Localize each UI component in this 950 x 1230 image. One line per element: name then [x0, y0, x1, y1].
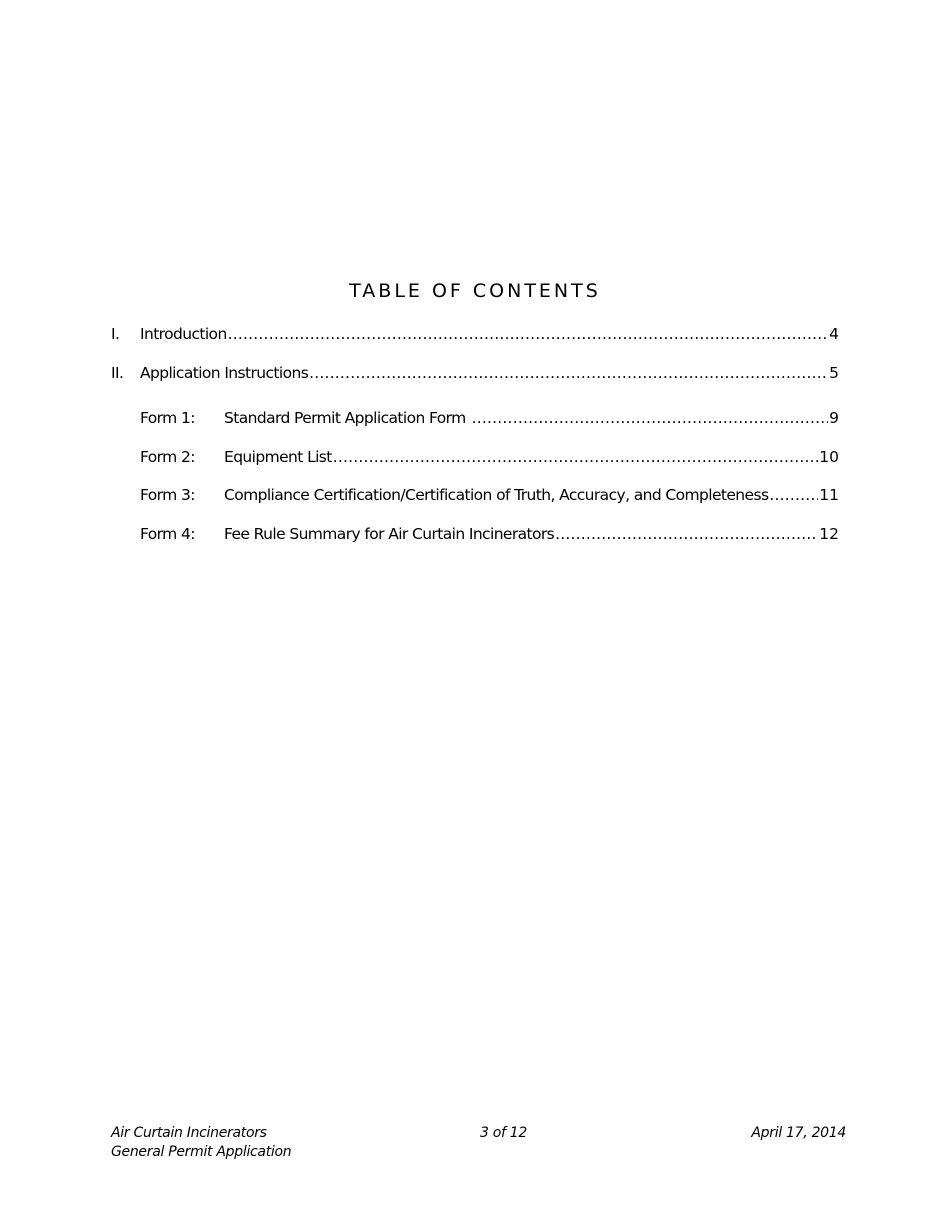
toc-dot-leader: [333, 448, 819, 466]
toc-dot-leader: [472, 409, 828, 427]
toc-dot-leader: [309, 364, 828, 382]
footer-document-title: [111, 1124, 291, 1162]
toc-form-title: Fee Rule Summary for Air Curtain Incinerators: [224, 525, 555, 543]
toc-form-title: Equipment List: [224, 448, 332, 466]
footer-page-count: 3 of 12: [480, 1125, 528, 1141]
toc-page-number: 5: [829, 364, 839, 382]
toc-page-number: 10: [819, 448, 839, 466]
toc-entry-form-1[interactable]: [140, 409, 839, 427]
toc-page-number: 4: [829, 325, 839, 343]
toc-dot-leader: [555, 525, 818, 543]
footer-title-line-1: Air Curtain Incinerators: [111, 1125, 267, 1141]
toc-dot-leader: [769, 486, 818, 504]
toc-form-label: Form 4:: [140, 525, 195, 543]
toc-form-label: Form 1:: [140, 409, 195, 427]
toc-section-number: II.: [111, 364, 124, 382]
toc-entry-form-3[interactable]: [140, 486, 839, 504]
toc-entry-introduction[interactable]: [111, 325, 839, 343]
toc-entry-application-instructions[interactable]: [111, 364, 839, 382]
toc-form-title: Standard Permit Application Form: [224, 409, 466, 427]
toc-page-number: 11: [819, 486, 839, 504]
toc-form-label: Form 2:: [140, 448, 195, 466]
toc-section-title: Application Instructions: [140, 364, 309, 382]
footer-date: April 17, 2014: [751, 1125, 846, 1141]
toc-page-number: 9: [829, 409, 839, 427]
footer-title-line-2: General Permit Application: [111, 1144, 292, 1160]
toc-dot-leader: [228, 325, 828, 343]
toc-entry-form-2[interactable]: [140, 448, 839, 466]
toc-form-title: Compliance Certification/Certification of Truth, Accuracy, and Completeness: [224, 486, 769, 504]
toc-title: TABLE OF CONTENTS: [349, 280, 601, 302]
toc-section-number: I.: [111, 325, 120, 343]
toc-page-number: 12: [819, 525, 839, 543]
toc-section-title: Introduction: [140, 325, 227, 343]
page-footer: [111, 1124, 846, 1166]
toc-form-label: Form 3:: [140, 486, 195, 504]
toc-entry-form-4[interactable]: [140, 525, 839, 543]
